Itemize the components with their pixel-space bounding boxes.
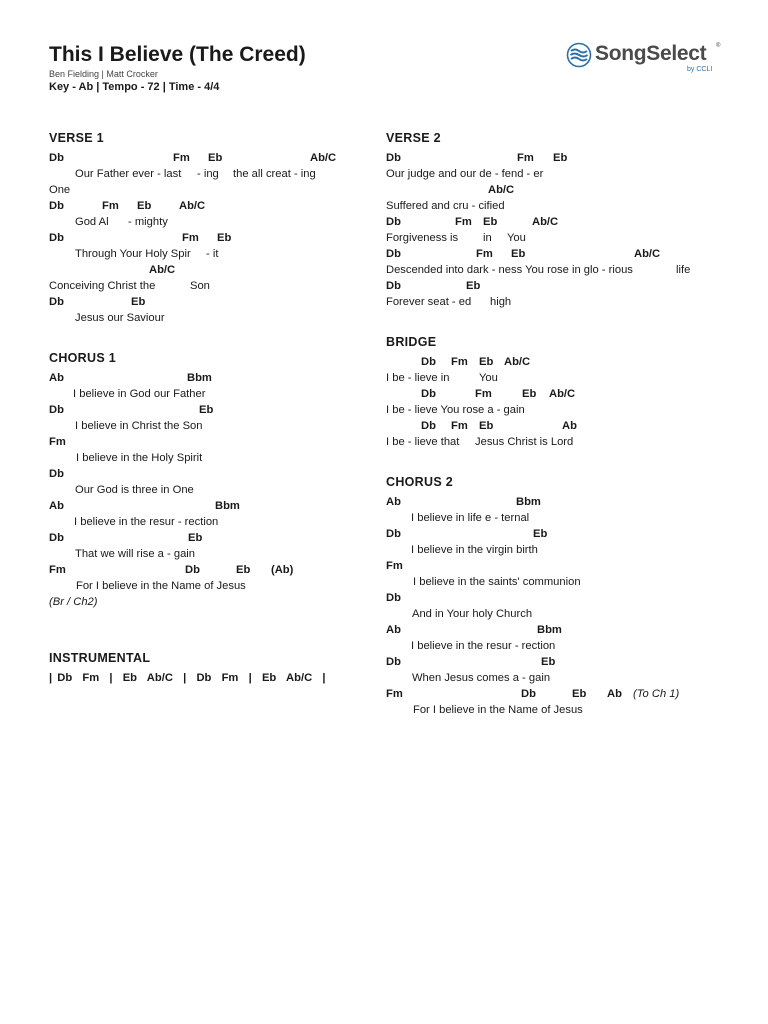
lyric: I believe in the saints' communion — [413, 576, 581, 588]
lyric: When Jesus comes a - gain — [412, 672, 551, 684]
verse-1-section — [49, 130, 369, 326]
chord-line — [386, 526, 726, 542]
lyric: And in Your holy Church — [412, 608, 533, 620]
lyric-line — [49, 386, 369, 402]
lyric-line — [386, 434, 726, 450]
chord: Ab — [49, 372, 64, 384]
lyric: in — [483, 232, 492, 244]
lyric: Descended into dark - ness You rose in glo - rious — [386, 264, 633, 276]
chord-line — [386, 494, 726, 510]
chorus-1-section — [49, 350, 369, 610]
chord: Eb — [217, 232, 232, 244]
chord: Ab — [386, 496, 401, 508]
chord: Fm — [173, 152, 190, 164]
chord-line — [49, 562, 369, 578]
chord: Fm — [451, 420, 468, 432]
instrumental-chords: | Db Fm | Eb Ab/C | Db Fm | Eb Ab/C | — [49, 672, 326, 684]
chord: Eb — [188, 532, 203, 544]
lyric-line — [49, 166, 369, 182]
song-title: This I Believe (The Creed) — [49, 43, 306, 66]
chord: Fm — [49, 564, 66, 576]
section-note: (To Ch 1) — [633, 688, 680, 700]
verse-2-section — [386, 130, 726, 310]
lyric: I be - lieve You rose a - gain — [386, 404, 525, 416]
chord-line — [49, 402, 369, 418]
chord: Ab/C — [532, 216, 559, 228]
section-title: CHORUS 1 — [49, 351, 116, 365]
chord: Fm — [455, 216, 472, 228]
lyric-line — [386, 262, 726, 278]
section-title: VERSE 2 — [386, 131, 441, 145]
lyric: I believe in the resur - rection — [411, 640, 556, 652]
chord: Ab/C — [549, 388, 576, 400]
chord: Db — [421, 356, 436, 368]
songselect-wordmark: SongSelect — [595, 42, 707, 65]
lyric-line — [386, 702, 726, 718]
chord-line — [49, 294, 369, 310]
chord-line — [386, 686, 726, 702]
lyric: You — [507, 232, 526, 244]
chord-line — [386, 386, 726, 402]
lyric: Through Your Holy Spir — [75, 248, 191, 260]
songselect-logo-icon — [566, 42, 592, 68]
chord: Eb — [137, 200, 152, 212]
lyric-line — [49, 578, 369, 594]
chord: Db — [521, 688, 536, 700]
chord: Db — [386, 248, 401, 260]
chord: Fm — [476, 248, 493, 260]
chord-line — [49, 434, 369, 450]
chord: Ab/C — [504, 356, 531, 368]
chord-line — [386, 418, 726, 434]
chord: Db — [386, 152, 401, 164]
chord: Eb — [199, 404, 214, 416]
section-title: CHORUS 2 — [386, 475, 453, 489]
lyric: Conceiving Christ the — [49, 280, 156, 292]
lyric: I believe in life e - ternal — [411, 512, 530, 524]
chord: Fm — [386, 688, 403, 700]
lyric: Jesus Christ is Lord — [475, 436, 574, 448]
chord: Eb — [572, 688, 587, 700]
chord: Db — [49, 232, 64, 244]
chord: Fm — [49, 436, 66, 448]
chord-line — [386, 214, 726, 230]
chorus-2-section — [386, 474, 726, 718]
chord: Eb — [522, 388, 537, 400]
section-title: VERSE 1 — [49, 131, 104, 145]
chord-line — [49, 370, 369, 386]
bridge-section — [386, 334, 726, 450]
chord-line — [386, 354, 726, 370]
chord: Ab/C — [634, 248, 661, 260]
chord: Db — [49, 404, 64, 416]
chord-line — [386, 246, 726, 262]
lyric: Son — [190, 280, 210, 292]
chord: Fm — [102, 200, 119, 212]
lyric: I believe in God our Father — [73, 388, 206, 400]
chord-line — [49, 466, 369, 482]
lyric-line — [386, 166, 726, 182]
song-authors: Ben Fielding | Matt Crocker — [49, 69, 158, 79]
chord-line — [49, 230, 369, 246]
song-meta: Key - Ab | Tempo - 72 | Time - 4/4 — [49, 81, 220, 93]
lyric: I be - lieve that — [386, 436, 460, 448]
chord: Fm — [517, 152, 534, 164]
lyric-line — [49, 514, 369, 530]
lyric: I believe in Christ the Son — [75, 420, 203, 432]
lyric-line — [49, 310, 369, 326]
chord: Db — [49, 152, 64, 164]
chord: Ab — [49, 500, 64, 512]
lyric: Forgiveness is — [386, 232, 459, 244]
chord: Db — [49, 200, 64, 212]
lyric-line — [386, 606, 726, 622]
chord: Eb — [479, 356, 494, 368]
chord: Db — [49, 468, 64, 480]
lyric: Our Father ever - last — [75, 168, 182, 180]
lyric-line — [386, 510, 726, 526]
lyric: I believe in the Holy Spirit — [76, 452, 203, 464]
chord: Db — [185, 564, 200, 576]
chord: Eb — [466, 280, 481, 292]
lyric: I believe in the resur - rection — [74, 516, 219, 528]
section-title: BRIDGE — [386, 335, 437, 349]
chord: Ab — [607, 688, 622, 700]
lyric: Suffered and cru - cified — [386, 200, 505, 212]
lyric-line — [386, 670, 726, 686]
chord-line — [386, 654, 726, 670]
chord: Eb — [479, 420, 494, 432]
chord-line — [386, 182, 726, 198]
lyric: You — [479, 372, 498, 384]
lyric-line — [49, 482, 369, 498]
lyric: For I believe in the Name of Jesus — [413, 704, 583, 716]
section-note — [49, 594, 369, 610]
lyric-line — [49, 450, 369, 466]
lyric: That we will rise a - gain — [75, 548, 195, 560]
chord: Ab — [386, 624, 401, 636]
lyric: I be - lieve in — [386, 372, 450, 384]
lyric: the all creat - ing — [233, 168, 316, 180]
chord-line — [49, 530, 369, 546]
chord-line — [49, 262, 369, 278]
chord-line — [386, 622, 726, 638]
chord-line — [49, 198, 369, 214]
chord: Eb — [236, 564, 251, 576]
chord: Bbm — [187, 372, 212, 384]
lyric: - it — [206, 248, 219, 260]
chord: Fm — [386, 560, 403, 572]
chord: Db — [386, 656, 401, 668]
chord: Db — [49, 532, 64, 544]
ccli-byline: by CCLI — [687, 66, 713, 73]
chord: Db — [421, 388, 436, 400]
lyric-line — [386, 370, 726, 386]
note-text: (Br / Ch2) — [49, 596, 98, 608]
chord: Eb — [131, 296, 146, 308]
lyric-line — [49, 418, 369, 434]
chord: Db — [386, 216, 401, 228]
lyric-line — [49, 214, 369, 230]
chord: Db — [421, 420, 436, 432]
lyric-line — [386, 198, 726, 214]
chord: Eb — [533, 528, 548, 540]
chord-line — [49, 150, 369, 166]
lyric: I believe in the virgin birth — [411, 544, 538, 556]
trademark-symbol: ® — [716, 43, 721, 49]
chord: Eb — [541, 656, 556, 668]
chord: Bbm — [537, 624, 562, 636]
lyric: God Al — [75, 216, 109, 228]
chord: Ab/C — [149, 264, 176, 276]
chord: Eb — [208, 152, 223, 164]
chord: Eb — [553, 152, 568, 164]
chord: Ab/C — [310, 152, 337, 164]
lyric-line — [386, 402, 726, 418]
lyric-line — [386, 230, 726, 246]
lyric-line — [49, 546, 369, 562]
chord: Db — [49, 296, 64, 308]
chord-line — [386, 278, 726, 294]
right-column — [386, 130, 726, 718]
lyric: For I believe in the Name of Jesus — [76, 580, 246, 592]
instrumental-section — [49, 650, 369, 686]
lyric: - ing — [197, 168, 219, 180]
chord: Bbm — [215, 500, 240, 512]
lyric-line — [386, 574, 726, 590]
chord: (Ab) — [271, 564, 294, 576]
left-column — [49, 130, 369, 686]
lyric: high — [490, 296, 512, 308]
lyric: - mighty — [128, 216, 168, 228]
chord: Ab/C — [179, 200, 206, 212]
section-title: INSTRUMENTAL — [49, 651, 151, 665]
chord: Fm — [451, 356, 468, 368]
lyric-line — [386, 638, 726, 654]
chord: Db — [386, 280, 401, 292]
chord: Ab — [562, 420, 577, 432]
lyric-line — [386, 294, 726, 310]
lyric: Forever seat - ed — [386, 296, 472, 308]
lyric: Our God is three in One — [75, 484, 194, 496]
chord: Eb — [483, 216, 498, 228]
lyric: life — [676, 264, 691, 276]
chord-line — [386, 558, 726, 574]
chord: Eb — [511, 248, 526, 260]
chord: Bbm — [516, 496, 541, 508]
lyric-line — [49, 278, 369, 294]
chord: Fm — [182, 232, 199, 244]
chord-line — [386, 150, 726, 166]
lyric: Jesus our Saviour — [75, 312, 165, 324]
lyric: Our judge and our de - fend - er — [386, 168, 544, 180]
lyric: One — [49, 184, 71, 196]
chord: Fm — [475, 388, 492, 400]
chord-line — [386, 590, 726, 606]
lyric-line — [49, 182, 369, 198]
chord-line — [49, 498, 369, 514]
lyric-line — [49, 246, 369, 262]
songselect-logo — [566, 42, 726, 78]
chord: Db — [386, 592, 401, 604]
lyric-line — [386, 542, 726, 558]
chord: Db — [386, 528, 401, 540]
chord: Ab/C — [488, 184, 515, 196]
